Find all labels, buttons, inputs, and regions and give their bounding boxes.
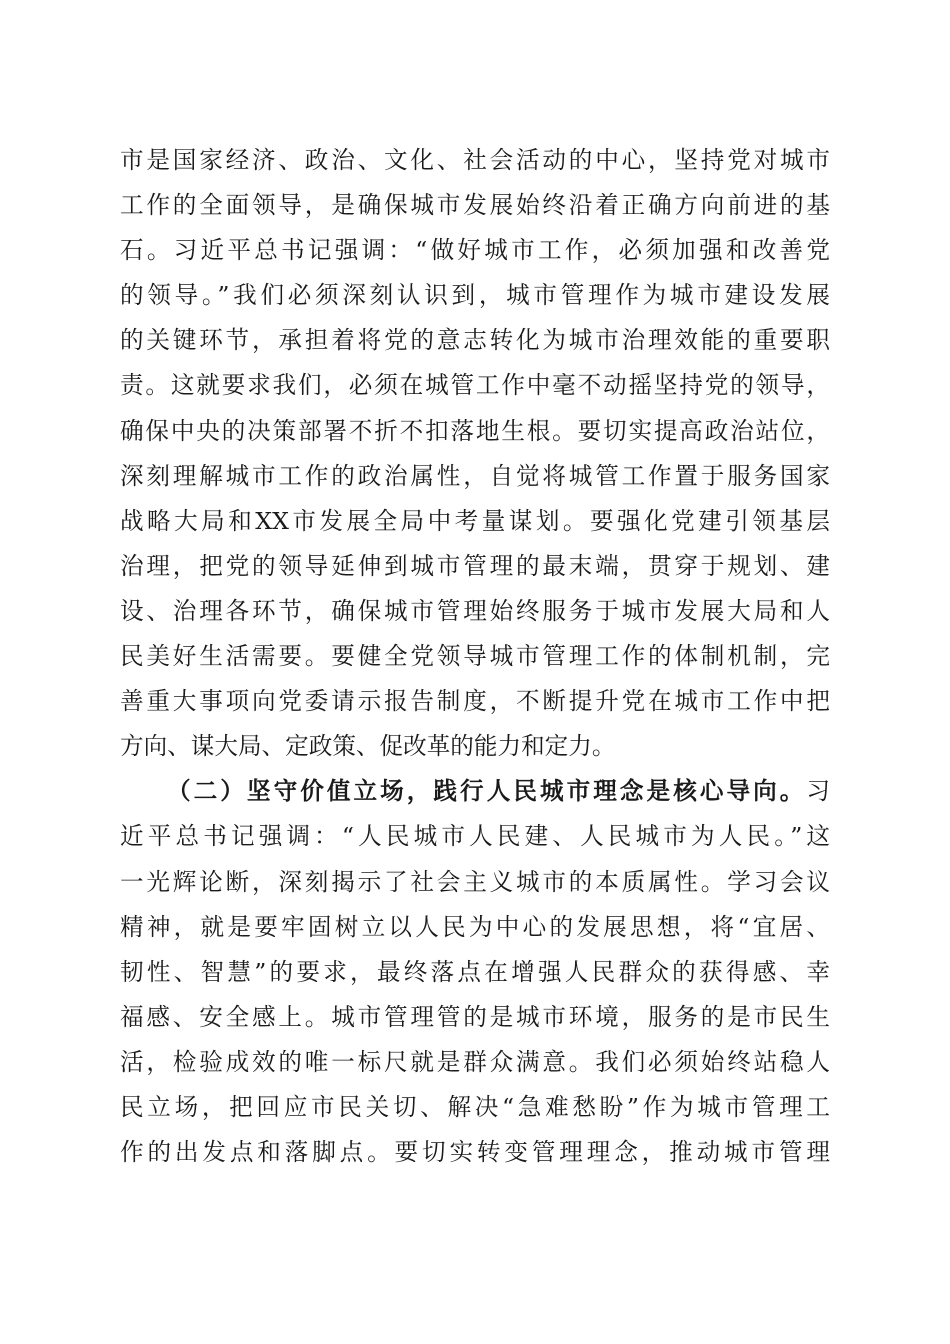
text-line: 韧性、智慧”的要求，最终落点在增强人民群众的获得感、幸 <box>120 957 830 986</box>
text-line: 设、治理各环节，确保城市管理始终服务于城市发展大局和人 <box>120 596 830 625</box>
text-line: 石。习近平总书记强调：“做好城市工作，必须加强和改善党 <box>120 236 830 265</box>
text-line: 治理，把党的领导延伸到城市管理的最末端，贯穿于规划、建 <box>120 551 830 580</box>
text-line: 方向、谋大局、定政策、促改革的能力和定力。 <box>120 732 616 761</box>
text-fragment: 习 <box>806 777 830 806</box>
text-line: 工作的全面领导，是确保城市发展始终沿着正确方向前进的基 <box>120 191 830 220</box>
text-line: 责。这就要求我们，必须在城管工作中毫不动摇坚持党的领导， <box>120 371 830 400</box>
section-heading: （二）坚守价值立场，践行人民城市理念是核心导向。 <box>167 777 807 806</box>
text-line: 深刻理解城市工作的政治属性，自觉将城管工作置于服务国家 <box>120 461 830 490</box>
text-line: 战略大局和XX市发展全局中考量谋划。要强化党建引领基层 <box>120 506 830 535</box>
section-heading-line <box>120 769 830 814</box>
text-line: 市是国家经济、政治、文化、社会活动的中心，坚持党对城市 <box>120 146 830 174</box>
text-line: 善重大事项向党委请示报告制度，不断提升党在城市工作中把 <box>120 687 830 716</box>
text-line: 民立场，把回应市民关切、解决“急难愁盼”作为城市管理工 <box>120 1092 830 1121</box>
text-line: 确保中央的决策部署不折不扣落地生根。要切实提高政治站位， <box>120 416 830 445</box>
text-line: 精神，就是要牢固树立以人民为中心的发展思想，将“宜居、 <box>120 912 830 941</box>
text-line: 福感、安全感上。城市管理管的是城市环境，服务的是市民生 <box>120 1002 830 1031</box>
text-line: 活，检验成效的唯一标尺就是群众满意。我们必须始终站稳人 <box>120 1047 830 1076</box>
document-page <box>120 138 830 1175</box>
text-line: 的关键环节，承担着将党的意志转化为城市治理效能的重要职 <box>120 326 830 355</box>
text-line: 的领导。”我们必须深刻认识到，城市管理作为城市建设发展 <box>120 281 830 310</box>
text-line: 一光辉论断，深刻揭示了社会主义城市的本质属性。学习会议 <box>120 867 830 896</box>
text-line: 民美好生活需要。要健全党领导城市管理工作的体制机制，完 <box>120 642 830 671</box>
text-line: 近平总书记强调：“人民城市人民建、人民城市为人民。”这 <box>120 822 830 851</box>
text-line: 作的出发点和落脚点。要切实转变管理理念，推动城市管理 <box>120 1138 830 1167</box>
paragraph-people-city <box>120 769 830 1175</box>
paragraph-party-leadership <box>120 138 830 769</box>
